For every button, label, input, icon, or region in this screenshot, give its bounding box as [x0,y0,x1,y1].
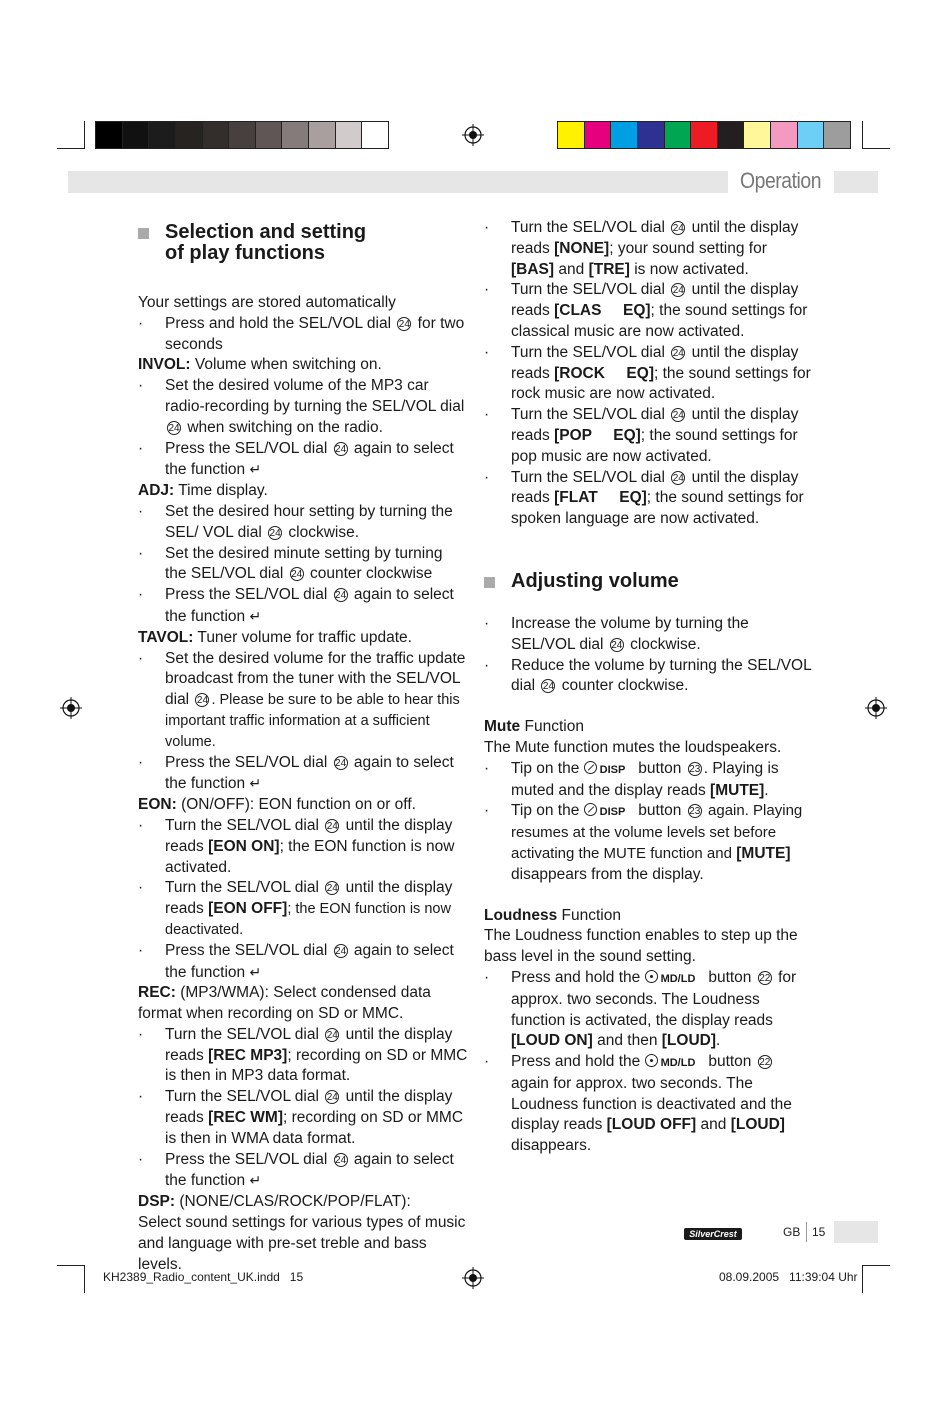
list-item: · Turn the SEL/VOL dial 24 until the display reads [CLAS EQ]; the sound settings for classical music are now activated. [484,281,808,340]
heading-line-2: of play functions [165,242,325,264]
color-swatch [558,122,585,148]
list-item: · Turn the SEL/VOL dial 24 until the display reads [NONE]; your sound setting for [BAS] and [TRE] is now activated. [484,219,799,278]
list-item: · Press the SEL/VOL dial 24 again to select the function ↵ [138,439,454,479]
crop-mark [862,1265,863,1293]
list-item: · Press and hold the MD/LD button 22 for approx. two seconds. The Loudness function is activated, the display reads [LOUD ON] and then [LOUD]. [484,968,797,1050]
loudness-heading: Loudness Function [484,906,621,924]
square-bullet-icon [138,228,149,239]
crop-mark [862,148,890,149]
right-column [484,218,814,1157]
section-title: Operation [740,168,822,193]
color-swatch [149,122,176,148]
mute-icon [584,803,597,816]
md-ld-icon [645,1054,658,1067]
eon-line: EON: (ON/OFF): EON function on or off. [138,796,416,814]
list-item: · Set the desired volume for the traffic update broadcast from the tuner with the SEL/VOL dial 24 . Please be sure to be able to hear this important traffic information at a sufficient volume. [138,649,466,750]
color-swatch [638,122,665,148]
list-item: · Turn the SEL/VOL dial 24 until the display reads [ROCK EQ]; the sound settings for rock music are now activated. [484,343,811,403]
return-icon: ↵ [249,461,262,478]
gray-color-bar [95,121,389,149]
page-number: 15 [812,1225,826,1239]
adj-line: ADJ: Time display. [138,482,268,500]
process-color-bar [557,121,851,149]
list-item: · Turn the SEL/VOL dial 24 until the display reads [EON OFF]; the EON function is now deactivated. [138,879,453,938]
color-swatch [123,122,150,148]
mute-description: The Mute function mutes the loudspeakers. [484,738,782,756]
intro-text: Your settings are stored automatically [138,294,396,311]
list-item: · Reduce the volume by turning the SEL/VOL dial 24 counter clockwise. [484,656,812,695]
crop-mark [84,121,85,149]
dsp-description: Select sound settings for various types of music and language with pre-set treble and bass levels. [138,1214,466,1273]
color-swatch [665,122,692,148]
heading-line-1: Selection and setting [165,221,367,243]
list-item: · Turn the SEL/VOL dial 24 until the display reads [EON ON]; the EON function is now activated. [138,816,455,876]
brand-logo: SilverCrest [684,1228,742,1240]
rec-line: REC: (MP3/WMA): Select condensed data format when recording on SD or MMC. [138,984,431,1023]
return-icon: ↵ [249,775,262,792]
return-icon: ↵ [249,607,262,624]
color-swatch [691,122,718,148]
list-item: · Set the desired minute setting by turning the SEL/VOL dial 24 counter clockwise [138,544,443,583]
print-date: 08.09.2005 11:39:04 Uhr [719,1270,858,1284]
mute-heading: Mute Function [484,718,584,736]
list-item: · Tip on the DISP button 23 . Playing is muted and the display reads [MUTE]. [484,759,779,799]
list-item: · Turn the SEL/VOL dial 24 until the display reads [REC MP3]; recording on SD or MMC is then in MP3 data format. [138,1025,468,1085]
registration-mark-icon [60,697,82,719]
heading-selection [138,222,468,264]
list-item: · Turn the SEL/VOL dial 24 until the display reads [POP EQ]; the sound settings for pop music are now activated. [484,406,799,465]
color-swatch [309,122,336,148]
list-item: · Tip on the DISP button 23 again. Playing resumes at the volume levels set before activating the MUTE function and [MUTE] disappears from the display. [484,802,803,883]
color-swatch [798,122,825,148]
page-number-box [834,1221,878,1243]
list-item: · Set the desired volume of the MP3 car radio-recording by turning the SEL/VOL dial 24 when switching on the radio. [138,377,465,436]
color-swatch [176,122,203,148]
loudness-description: The Loudness function enables to step up the bass level in the sound setting. [484,927,798,966]
language-code: GB [783,1225,801,1239]
list-item: · Press the SEL/VOL dial 24 again to select the function ↵ [138,586,454,625]
invol-line: INVOL: Volume when switching on. [138,356,382,374]
list-item: · Press and hold the SEL/VOL dial 24 for two seconds [138,314,465,353]
color-swatch [282,122,309,148]
crop-mark [862,1265,890,1266]
list-item: · Press the SEL/VOL dial 24 again to select the function ↵ [138,753,454,793]
list-item: · Set the desired hour setting by turning the SEL/ VOL dial 24 clockwise. [138,502,453,541]
list-item: · Press the SEL/VOL dial 24 again to select the function ↵ [138,1150,454,1190]
mute-icon [584,761,597,774]
list-item: · Press and hold the MD/LD button 22 again for approx. two seconds. The Loudness function is deactivated and the display reads [LOUD OFF] and [LOUD] disappears. [484,1053,792,1155]
dsp-line: DSP: (NONE/CLAS/ROCK/POP/FLAT): [138,1193,411,1211]
square-bullet-icon [484,577,495,588]
header-band-end [834,171,878,193]
crop-mark [57,148,85,149]
color-swatch [585,122,612,148]
crop-mark [862,121,863,149]
list-item: · Turn the SEL/VOL dial 24 until the display reads [FLAT EQ]; the sound settings for spoken language are now activated. [484,468,804,528]
heading-adjusting-volume: Adjusting volume [484,571,814,592]
registration-mark-icon [865,697,887,719]
footer-divider [806,1222,807,1242]
color-swatch [229,122,256,148]
color-swatch [744,122,771,148]
color-swatch [256,122,283,148]
list-item: · Press the SEL/VOL dial 24 again to select the function ↵ [138,941,454,981]
color-swatch [203,122,230,148]
color-swatch [718,122,745,148]
color-swatch [824,122,850,148]
color-swatch [611,122,638,148]
color-swatch [362,122,388,148]
color-swatch [336,122,363,148]
color-swatch [96,122,123,148]
color-swatch [771,122,798,148]
crop-mark [57,1265,85,1266]
list-item: · Increase the volume by turning the SEL/VOL dial 24 clockwise. [484,614,749,653]
return-icon: ↵ [249,963,262,980]
crop-mark [84,1265,85,1293]
list-item: · Turn the SEL/VOL dial 24 until the display reads [REC WM]; recording on SD or MMC is then in WMA data format. [138,1088,464,1147]
tavol-line: TAVOL: Tuner volume for traffic update. [138,628,412,646]
file-slug: KH2389_Radio_content_UK.indd 15 [103,1270,304,1284]
left-column [138,218,468,1275]
registration-mark-icon [462,124,484,146]
return-icon: ↵ [249,1172,262,1189]
md-ld-icon [645,970,658,983]
